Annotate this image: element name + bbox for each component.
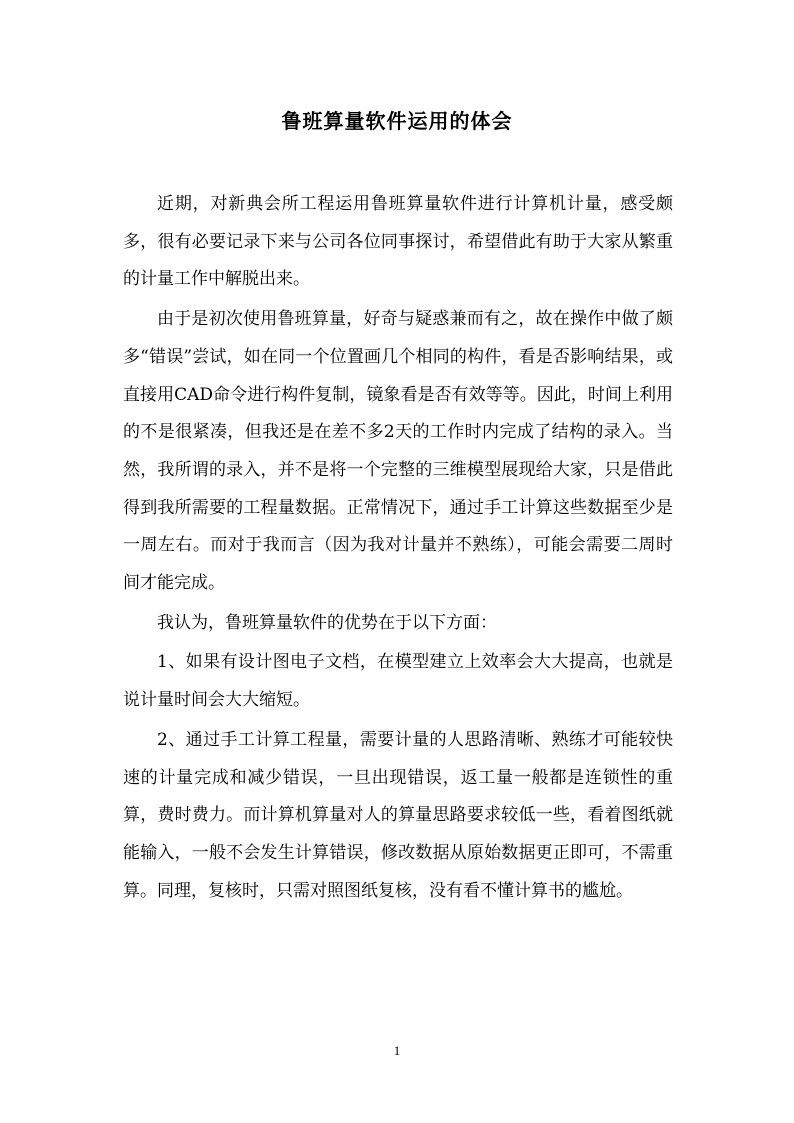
document-title: 鲁班算量软件运用的体会	[281, 109, 513, 133]
paragraph-advantage-2: 2、通过手工计算工程量，需要计量的人思路清晰、熟练才可能较快速的计量完成和减少错误，一旦出现错误，返工量一般都是连锁性的重算，费时费力。而计算机算量对人的算量思路要求较低一些，看着图纸就能输入，一般不会发生计算错误，修改数据从原始数据更正即可，不需重算。同理，复核时，只需对照图纸复核，没有看不懂计算书的尴尬。	[123, 729, 673, 901]
paragraph-intro: 近期，对新典会所工程运用鲁班算量软件进行计算机计量，感受颇多，很有必要记录下来与公司各位同事探讨，希望借此有助于大家从繁重的计量工作中解脱出来。	[123, 194, 673, 290]
paragraph-experience: 由于是初次使用鲁班算量，好奇与疑惑兼而有之，故在操作中做了颇多“错误”尝试，如在同一个位置画几个相同的构件，看是否影响结果，或直接用CAD命令进行构件复制，镜象看是否有效等等。因此，时间上利用的不是很紧凑，但我还是在差不多2天的工作时内完成了结构的录入。当然，我所谓的录入，并不是将一个完整的三维模型展现给大家，只是借此得到我所需要的工程量数据。正常情况下，通过手工计算这些数据至少是一周左右。而对于我而言（因为我对计量并不熟练），可能会需要二周时间才能完成。	[123, 309, 673, 594]
paragraph-advantage-1: 1、如果有设计图电子文档，在模型建立上效率会大大提高，也就是说计量时间会大大缩短。	[123, 652, 673, 711]
document-body	[123, 186, 673, 910]
page-number: 1	[393, 1043, 401, 1058]
paragraph-advantages-lead: 我认为，鲁班算量软件的优势在于以下方面：	[157, 612, 497, 633]
